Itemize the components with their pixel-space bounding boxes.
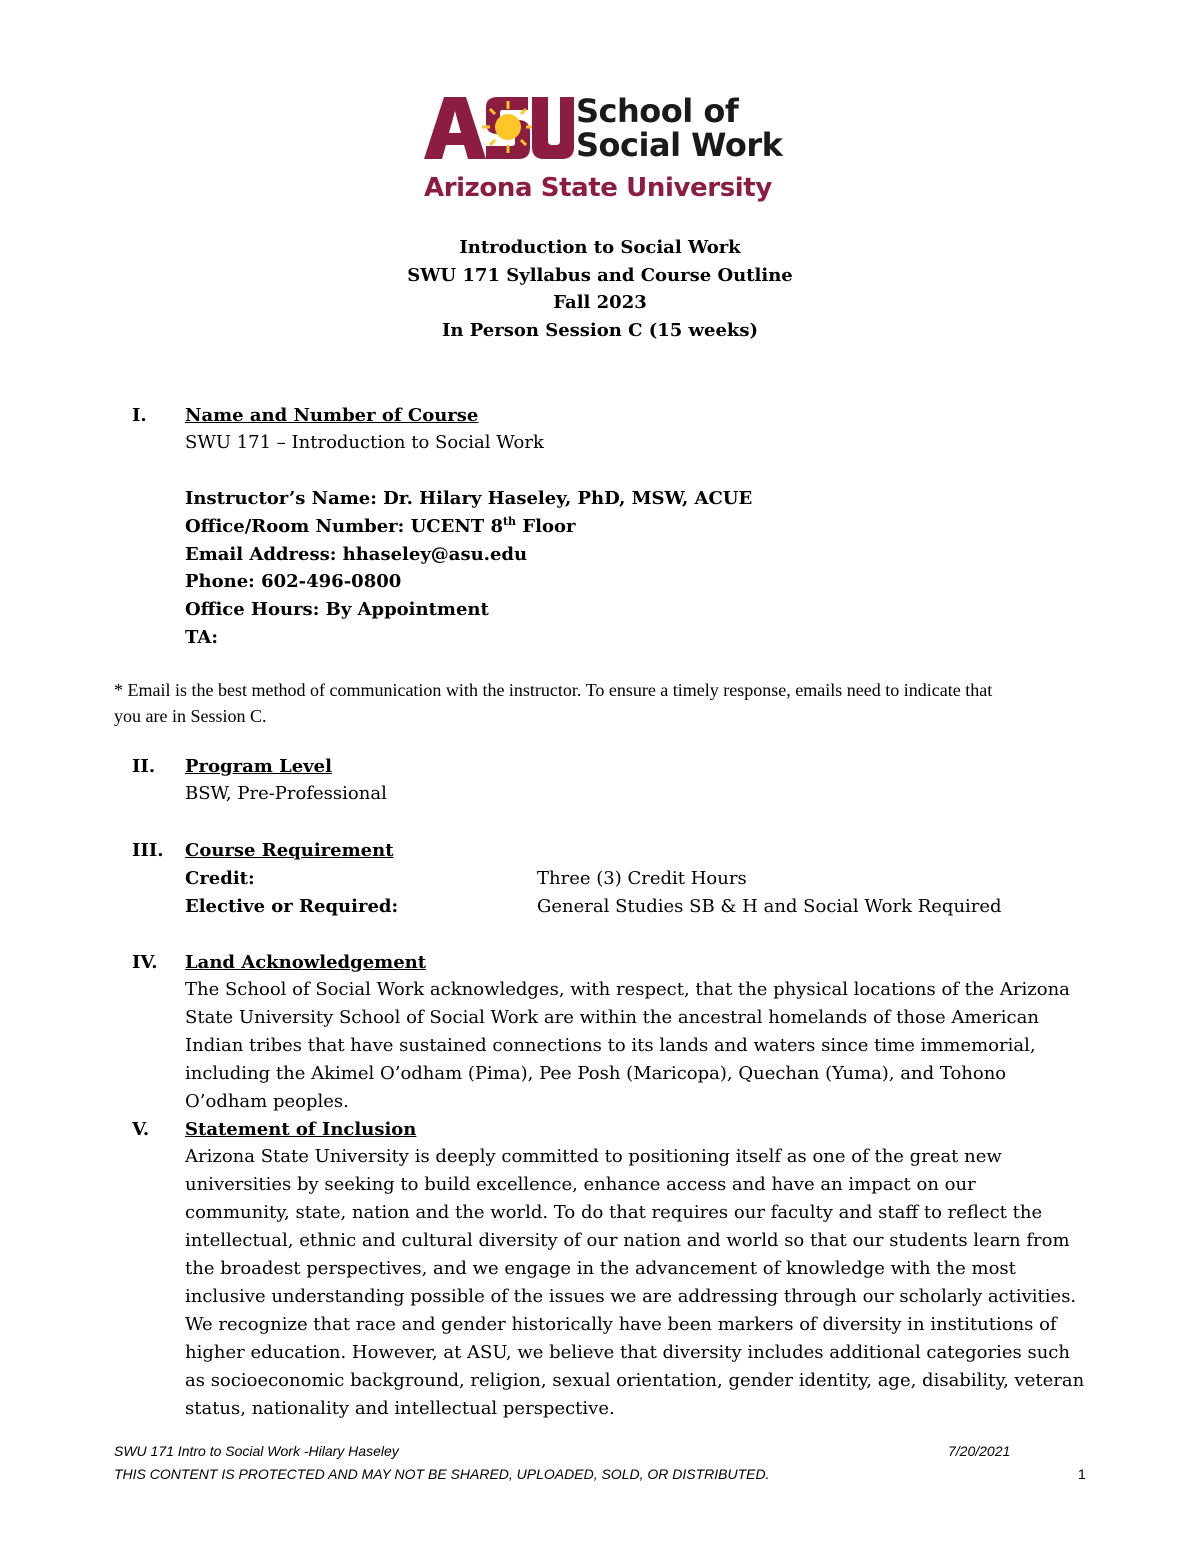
footer-course-author: SWU 171 Intro to Social Work -Hilary Haseley (114, 1443, 399, 1459)
section-1-numeral: I. (132, 405, 147, 426)
page-number: 1 (1078, 1466, 1086, 1482)
land-acknowledgement-text: The School of Social Work acknowledges, with respect, that the physical locations of the Arizona State University School of Social Work are within the ancestral homelands of those American Indian tribes that have sustained connections to its lands and waters since time immemorial, including the Akimel O’odham (Pima), Pee Posh (Maricopa), Quechan (Yuma), and Tohono O’odham peoples. (185, 979, 1070, 1112)
elective-label: Elective or Required: (185, 896, 399, 917)
section-5-heading: Statement of Inclusion (185, 1119, 417, 1140)
footer-date: 7/20/2021 (948, 1443, 1011, 1459)
section-1-heading: Name and Number of Course (185, 405, 479, 426)
section-3-numeral: III. (132, 840, 164, 861)
instructor-name: Instructor’s Name: Dr. Hilary Haseley, PhD, MSW, ACUE (185, 488, 753, 509)
section-5-numeral: V. (132, 1119, 150, 1140)
section-4-numeral: IV. (132, 952, 158, 973)
program-level-text: BSW, Pre-Professional (185, 783, 387, 804)
office-room-number: Office/Room Number: UCENT 8th Floor (185, 515, 576, 537)
course-name-number: SWU 171 – Introduction to Social Work (185, 432, 544, 453)
elective-value: General Studies SB & H and Social Work Required (537, 896, 1002, 917)
section-3-heading: Course Requirement (185, 840, 394, 861)
section-4-heading: Land Acknowledgement (185, 952, 427, 973)
logo-social-work: Social Work (576, 126, 783, 164)
teaching-assistant: TA: (185, 627, 219, 648)
credit-label: Credit: (185, 868, 255, 889)
email-note-line-1: * Email is the best method of communication with the instructor. To ensure a timely response, emails need to indicate that (114, 680, 993, 700)
course-title: Introduction to Social Work (459, 237, 741, 258)
office-hours: Office Hours: By Appointment (185, 599, 489, 620)
inclusion-statement-text: Arizona State University is deeply committed to positioning itself as one of the great new universities by seeking to build excellence, enhance access and have an impact on our community, state, nation and the world. To do that requires our faculty and staff to reflect the intellectual, ethnic and cultural diversity of our nation and world so that our students learn from the broadest perspectives, and we engage in the advancement of knowledge with the most inclusive understanding possible of the issues we are addressing through our scholarly activities. We recognize that race and gender historically have been markers of diversity in institutions of higher education. However, at ASU, we believe that diversity includes additional categories such as socioeconomic background, religion, sexual orientation, gender identity, age, disability, veteran status, nationality and intellectual perspective. (185, 1146, 1085, 1419)
logo-university-name: Arizona State University (424, 173, 772, 203)
email-address: Email Address: hhaseley@asu.edu (185, 544, 528, 565)
credit-value: Three (3) Credit Hours (537, 868, 747, 889)
course-subtitle: SWU 171 Syllabus and Course Outline (407, 265, 793, 286)
phone-number: Phone: 602-496-0800 (185, 571, 402, 592)
section-2-numeral: II. (132, 756, 156, 777)
course-session: In Person Session C (15 weeks) (441, 320, 759, 341)
logo-school-of: School of (576, 92, 739, 130)
section-2-heading: Program Level (185, 756, 332, 777)
asu-logo-mark (424, 93, 574, 163)
email-note-line-2: you are in Session C. (114, 706, 267, 726)
course-term: Fall 2023 (553, 292, 647, 313)
asu-school-of-social-work-logo (424, 93, 794, 213)
footer-copyright-notice: THIS CONTENT IS PROTECTED AND MAY NOT BE SHARED, UPLOADED, SOLD, OR DISTRIBUTED. (114, 1466, 770, 1482)
